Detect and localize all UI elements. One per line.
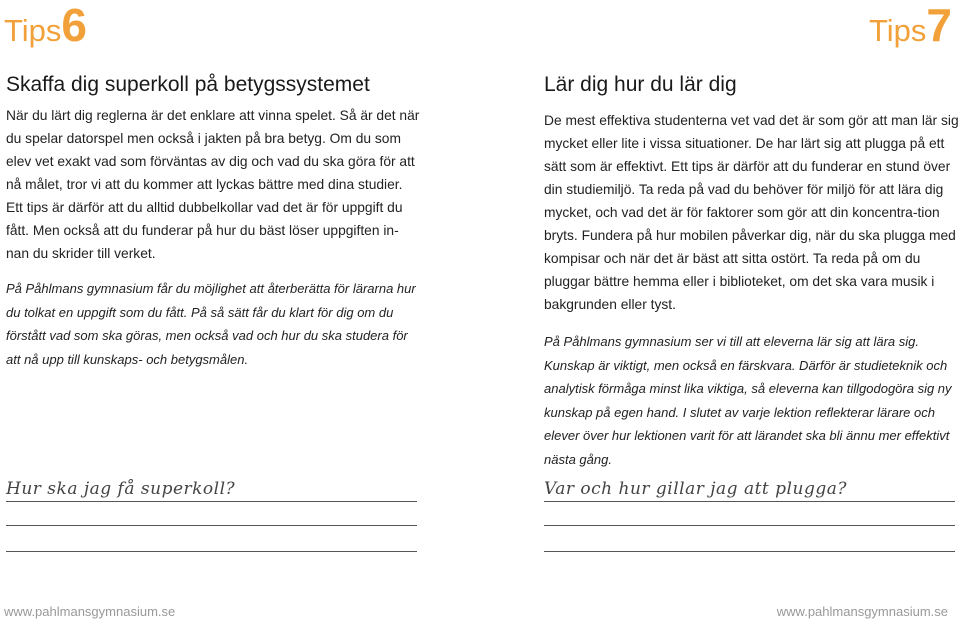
tip-7-paragraph: De mest effektiva studenterna vet vad det är som gör att man lär sig mycket eller lite i vissa situationer. De har lärt sig att plugga på ett sätt som är effektivt. Ett tips är därför att du funderar en stund över din studiemiljö. Ta reda på vad du behöver för miljö för att lära dig mycket, och vad det är för faktorer som gör att din koncentra-tion bryts. Fundera på hur mobilen påverkar dig, när du ska plugga med kompisar och när det är bäst att sitta ostört. Ta reda på om du pluggar bättre hemma eller i biblioteket, om det ska vara musik i bakgrunden eller tyst. [544,113,959,312]
tip-7-italic-paragraph: På Påhlmans gymnasium ser vi till att eleverna lär sig att lära sig. Kunskap är viktigt, men också en färskvara. Därför är studieteknik och analytisk förmåga minst lika viktiga, så eleverna kan tillgodogöra sig ny kunskap på egen hand. I slutet av varje lektion reflekterar lärare och elever över hur lektionen varit för att lärandet ska bli ännu mer effektivt nästa gång. [544,334,952,467]
tip-7-section [544,72,959,471]
tips-word: Tips [868,13,927,48]
writing-line[interactable] [6,501,417,502]
footer-url: www.pahlmansgymnasium.se [776,604,948,619]
tip-6-italic-paragraph: På Påhlmans gymnasium får du möjlighet att återberätta för lärarna hur du tolkat en uppgift som du fått. På så sätt får du klart för dig om du förstått vad som ska göras, men också vad och hur du ska studera för att nå upp till kunskaps- och betygsmålen. [6,281,416,367]
tip-6-heading: Skaffa dig superkoll på betygssystemet [6,73,370,96]
tip-6-section [6,72,421,371]
tips-number: 6 [61,0,88,51]
question-superkoll: Hur ska jag få superkoll? [6,479,236,499]
writing-line[interactable] [544,525,955,526]
tips-7-header [868,0,952,51]
writing-line[interactable] [544,501,955,502]
tips-6-header [4,0,88,51]
tip-6-paragraph: När du lärt dig reglerna är det enklare att vinna spelet. Så är det när du spelar datorspel men också i jakten på bra betyg. Om du som elev vet exakt vad som förväntas av dig och vad du ska göra för att nå målet, tror vi att du kommer att lyckas bättre med dina studier. Ett tips är därför att du alltid dubbelkollar vad det är för uppgift du fått. Men också att du funderar på hur du bäst löser uppgiften in-nan du skrider till verket. [6,108,420,261]
tip-7-heading: Lär dig hur du lär dig [544,73,737,96]
tips-word: Tips [4,13,62,48]
footer-url: www.pahlmansgymnasium.se [4,604,176,619]
tips-number: 7 [926,0,952,51]
writing-line[interactable] [6,551,417,552]
writing-line[interactable] [6,525,417,526]
question-plugga: Var och hur gillar jag att plugga? [544,479,847,499]
writing-line[interactable] [544,551,955,552]
